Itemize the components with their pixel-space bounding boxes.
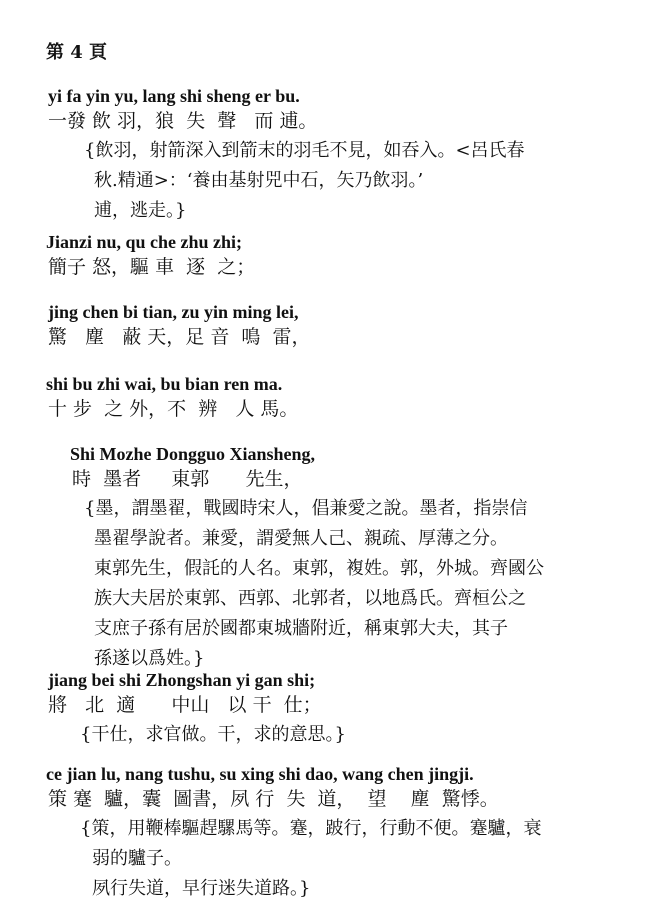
verse-stanza-3	[0, 300, 672, 350]
annotation-line: 秋.精通>：‘養由基射兕中石，矢乃飲羽。’	[94, 170, 424, 191]
pinyin-line: Shi Mozhe Dongguo Xiansheng,	[70, 444, 316, 464]
chinese-line: 一發 飲 羽，狼 失 聲 而 逋。	[48, 110, 318, 132]
chinese-line: 時 墨者 東郭 先生，	[72, 468, 303, 490]
chinese-line: 將 北 適 中山 以 干 仕；	[48, 694, 322, 716]
verse-stanza-4	[0, 372, 672, 422]
annotation-line: 夙行失道，早行迷失道路。}	[92, 878, 311, 899]
pinyin-line: shi bu zhi wai, bu bian ren ma.	[46, 374, 283, 394]
verse-stanza-5	[0, 442, 672, 674]
pinyin-line: jiang bei shi Zhongshan yi gan shi;	[48, 670, 316, 690]
verse-stanza-2	[0, 230, 672, 280]
annotation-line: 逋，逃走。}	[94, 200, 187, 221]
annotation-line: 弱的驢子。	[92, 848, 182, 869]
verse-stanza-6	[0, 668, 672, 750]
pinyin-line: ce jian lu, nang tushu, su xing shi dao, wang chen jingji.	[46, 764, 474, 784]
pinyin-line: jing chen bi tian, zu yin ming lei,	[48, 302, 299, 322]
annotation-line: 支庶子孫有居於國都東城牆附近，稱東郭大夫，其子	[94, 618, 508, 639]
annotation-block	[84, 136, 672, 226]
pinyin-line: Jianzi nu, qu che zhu zhi;	[46, 232, 243, 252]
annotation-line: 孫遂以爲姓。}	[94, 648, 205, 669]
annotation-block	[80, 814, 672, 904]
chinese-line: 簡子 怒，驅 車 逐 之；	[48, 256, 256, 278]
annotation-line: 東郭先生，假託的人名。東郭，複姓。郭，外城。齊國公	[94, 558, 544, 579]
annotation-line: 族大夫居於東郭、西郭、北郭者，以地爲氏。齊桓公之	[94, 588, 526, 609]
annotation-line: {墨，謂墨翟，戰國時宋人，倡兼愛之說。墨者，指崇信	[84, 498, 528, 519]
chinese-line: 十 步 之 外，不 辨 人 馬。	[48, 398, 299, 420]
chinese-line: 驚 塵 蔽 天，足 音 鳴 雷，	[48, 326, 311, 348]
annotation-line: {策，用鞭棒驅趕騾馬等。蹇，跛行，行動不便。蹇驢，衰	[80, 818, 542, 839]
annotation-line: {飲羽，射箭深入到箭末的羽毛不見，如吞入。<呂氏春	[84, 140, 525, 161]
chinese-line: 策 蹇 驢，囊 圖書，夙 行 失 道， 望 塵 驚悸。	[48, 788, 499, 810]
annotation-block	[80, 720, 672, 750]
pinyin-line: yi fa yin yu, lang shi sheng er bu.	[48, 86, 300, 106]
annotation-line: {干仕，求官做。干，求的意思。}	[80, 724, 346, 745]
verse-stanza-7	[0, 762, 672, 904]
verse-stanza-1	[0, 84, 672, 226]
page-number: 第 4 頁	[46, 42, 108, 63]
annotation-line: 墨翟學說者。兼愛，謂愛無人己、親疏、厚薄之分。	[94, 528, 508, 549]
annotation-block	[84, 494, 672, 674]
